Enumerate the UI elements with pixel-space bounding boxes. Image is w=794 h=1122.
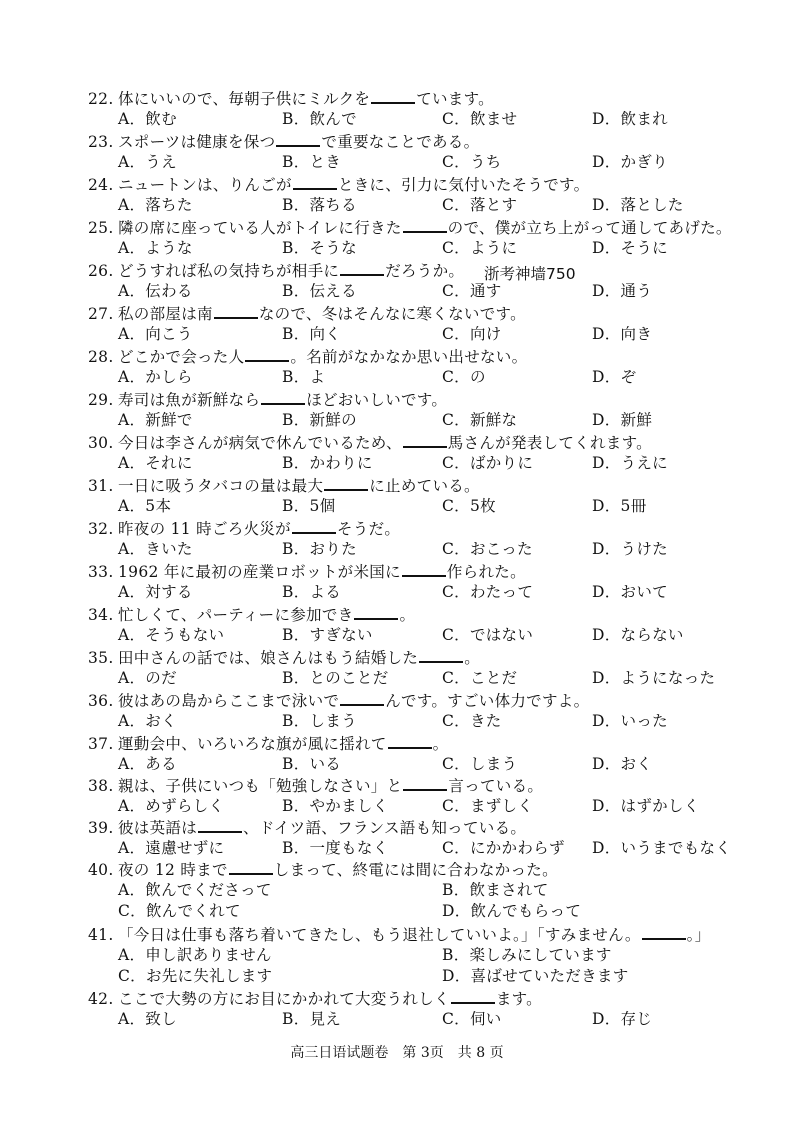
stem-text: 言っている。 [448, 777, 544, 795]
option-a: A．向こう [118, 325, 193, 343]
stem-text: 。 [399, 606, 416, 624]
option-b: B．かわりに [282, 454, 373, 472]
answer-blank [276, 131, 320, 147]
answer-blank [403, 775, 447, 791]
stem-text: 作られた。 [446, 563, 526, 581]
question-stem [88, 518, 400, 540]
option-b: B．新鮮の [282, 411, 357, 429]
stem-text: なので、冬はそんなに寒くないです。 [258, 305, 526, 323]
stem-text: 忙しくて、パーティーに参加でき [118, 606, 354, 624]
option-d: D．ならない [592, 626, 684, 644]
option-a: A．飲んでくださって [118, 881, 272, 899]
question-number: 36. [88, 692, 114, 710]
option-c: C．きた [442, 712, 502, 730]
option-a: A．致し [118, 1010, 177, 1028]
option-a: A．おく [118, 712, 177, 730]
question-number: 24. [88, 176, 114, 194]
option-c: C．ばかりに [442, 454, 534, 472]
option-c: C．の [442, 368, 486, 386]
question-32 [0, 518, 794, 560]
answer-blank [261, 389, 305, 405]
question-stem [88, 988, 542, 1010]
option-b: B．落ちる [282, 196, 357, 214]
stem-text: 昨夜の 11 時ごろ火災が [118, 520, 291, 538]
option-d: D．飲まれ [592, 110, 668, 128]
stem-text: 私の部屋は南 [118, 305, 213, 323]
option-a: A．かしら [118, 368, 193, 386]
option-d: D．落とした [592, 196, 684, 214]
option-a: A．5本 [118, 497, 172, 515]
option-c: C．うち [442, 153, 502, 171]
option-a: A．申し訳ありません [118, 946, 272, 964]
answer-blank [403, 217, 447, 233]
option-a: A．きいた [118, 540, 193, 558]
option-c: C．新鮮な [442, 411, 518, 429]
question-41 [0, 924, 794, 987]
stem-text: ときに、引力に気付いたそうです。 [337, 176, 590, 194]
answer-blank [642, 924, 686, 940]
answer-blank [388, 733, 432, 749]
option-b: B．すぎない [282, 626, 373, 644]
stem-text: 親は、子供にいつも「勉強しなさい」と [118, 777, 403, 795]
answer-blank [292, 518, 336, 534]
question-31 [0, 475, 794, 517]
option-c: C．おこった [442, 540, 533, 558]
answer-blank [214, 303, 258, 319]
option-a: A．うえ [118, 153, 177, 171]
stem-text: ニュートンは、りんごが [118, 176, 292, 194]
option-b: B．5個 [282, 497, 336, 515]
option-b: B．そうな [282, 239, 357, 257]
question-25 [0, 217, 794, 259]
question-stem [88, 775, 543, 797]
question-number: 33. [88, 563, 114, 581]
option-b: B．見え [282, 1010, 342, 1028]
answer-blank [340, 690, 384, 706]
stem-text: 隣の席に座っている人がトイレに行きた [118, 219, 402, 237]
question-stem [88, 303, 526, 325]
option-a: A．ような [118, 239, 193, 257]
question-24 [0, 174, 794, 216]
option-c: C．ことだ [442, 669, 518, 687]
answer-blank [402, 561, 446, 577]
question-stem [88, 690, 589, 712]
question-stem [88, 217, 732, 239]
stem-text: 夜の 12 時まで [118, 861, 228, 879]
stem-text: どこかで会った人 [118, 348, 245, 366]
stem-text: 体にいいので、毎朝子供にミルクを [118, 90, 371, 108]
question-stem [88, 817, 526, 839]
stem-text: 彼はあの島からここまで泳いで [118, 692, 340, 710]
question-number: 29. [88, 391, 114, 409]
option-a: A．伝わる [118, 282, 193, 300]
option-d: D．存じ [592, 1010, 653, 1028]
option-b: B．しまう [282, 712, 357, 730]
stem-text: 一日に吸うタバコの量は最大 [118, 477, 324, 495]
watermark-text: 浙考神墙750 [484, 265, 576, 283]
question-stem [88, 733, 448, 755]
option-b: B．飲まされて [442, 881, 549, 899]
question-28 [0, 346, 794, 388]
option-b: B．とのことだ [282, 669, 389, 687]
option-b: B．伝える [282, 282, 357, 300]
question-number: 30. [88, 434, 114, 452]
option-c: C．落とす [442, 196, 518, 214]
question-stem [88, 604, 415, 626]
stem-text: 1962 年に最初の産業ロボットが米国に [118, 563, 401, 581]
question-number: 25. [88, 219, 114, 237]
option-d: D．通う [592, 282, 653, 300]
option-a: A．めずらしく [118, 797, 225, 815]
question-35 [0, 647, 794, 689]
stem-text: 。 [464, 649, 481, 667]
question-number: 38. [88, 777, 114, 795]
question-number: 35. [88, 649, 114, 667]
option-c: C．しまう [442, 755, 518, 773]
option-c: C．まずしく [442, 797, 534, 815]
question-29 [0, 389, 794, 431]
option-c: C．飲んでくれて [118, 902, 241, 920]
option-b: B．一度もなく [282, 839, 389, 857]
question-23 [0, 131, 794, 173]
page-footer: 高三日语试题卷 第 3页 共 8 页 [290, 1045, 504, 1061]
option-c: C．5枚 [442, 497, 496, 515]
option-a: A．新鮮で [118, 411, 193, 429]
option-b: B．向く [282, 325, 342, 343]
option-d: D．ぞ [592, 368, 637, 386]
option-c: C．向け [442, 325, 502, 343]
option-d: D．新鮮 [592, 411, 653, 429]
question-number: 40. [88, 861, 114, 879]
option-a: A．ある [118, 755, 177, 773]
option-d: D．向き [592, 325, 653, 343]
stem-text: どうすれば私の気持ちが相手に [118, 262, 340, 280]
question-27 [0, 303, 794, 345]
question-stem [88, 88, 494, 110]
question-number: 42. [88, 990, 114, 1008]
option-a: A．遠慮せずに [118, 839, 225, 857]
question-37 [0, 733, 794, 775]
option-d: D．いった [592, 712, 668, 730]
option-d: D．うえに [592, 454, 668, 472]
stem-text: 運動会中、いろいろな旗が風に揺れて [118, 735, 387, 753]
question-number: 32. [88, 520, 114, 538]
question-stem [88, 432, 652, 454]
question-number: 41. [88, 926, 114, 944]
option-d: D．うけた [592, 540, 668, 558]
stem-text: 。名前がなかなか思い出せない。 [290, 348, 528, 366]
option-b: B．とき [282, 153, 342, 171]
question-30 [0, 432, 794, 474]
stem-text: で重要なことである。 [321, 133, 480, 151]
stem-text: しまって、終電には間に合わなかった。 [273, 861, 558, 879]
question-stem [88, 859, 558, 881]
answer-blank [371, 88, 415, 104]
answer-blank [403, 432, 447, 448]
question-38 [0, 775, 794, 817]
option-d: D．おいて [592, 583, 668, 601]
stem-text: 「今日は仕事も落ち着いてきたし、もう退社していいよ。」「すみません。 [118, 926, 641, 944]
answer-blank [198, 817, 242, 833]
stem-text: 今日は李さんが病気で休んでいるため、 [118, 434, 402, 452]
option-b: B．よ [282, 368, 326, 386]
option-c: C．お先に失礼します [118, 967, 273, 985]
question-39 [0, 817, 794, 859]
question-number: 23. [88, 133, 114, 151]
stem-text: ています。 [416, 90, 494, 108]
stem-text: 、ドイツ語、フランス語も知っている。 [243, 819, 527, 837]
option-c: C．にかかわらず [442, 839, 565, 857]
question-number: 27. [88, 305, 114, 323]
answer-blank [419, 647, 463, 663]
answer-blank [324, 475, 368, 491]
question-stem [88, 346, 527, 368]
question-40 [0, 859, 794, 922]
question-26 [0, 260, 794, 302]
stem-text: ここで大勢の方にお目にかかれて大変うれしく [118, 990, 450, 1008]
answer-blank [293, 174, 337, 190]
answer-blank [354, 604, 398, 620]
option-b: B．楽しみにしています [442, 946, 612, 964]
option-a: A．それに [118, 454, 193, 472]
question-number: 37. [88, 735, 114, 753]
option-d: D．喜ばせていただきます [442, 967, 629, 985]
option-a: A．落ちた [118, 196, 193, 214]
stem-text: 寿司は魚が新鮮なら [118, 391, 261, 409]
answer-blank [340, 260, 384, 276]
question-34 [0, 604, 794, 646]
option-d: D．おく [592, 755, 653, 773]
stem-text: 。」 [686, 926, 711, 944]
stem-text: ます。 [495, 990, 542, 1008]
question-42 [0, 988, 794, 1030]
stem-text: 。 [432, 735, 449, 753]
answer-blank [245, 346, 289, 362]
stem-text: に止めている。 [369, 477, 480, 495]
stem-text: ので、僕が立ち上がって通してあげた。 [447, 219, 732, 237]
question-number: 39. [88, 819, 114, 837]
option-b: B．飲んで [282, 110, 357, 128]
option-d: D．そうに [592, 239, 668, 257]
option-b: B．よる [282, 583, 342, 601]
option-c: C．わたって [442, 583, 534, 601]
answer-blank [229, 859, 273, 875]
stem-text: スポーツは健康を保つ [118, 133, 276, 151]
question-number: 28. [88, 348, 114, 366]
stem-text: だろうか。 [385, 262, 465, 280]
option-d: D．かぎり [592, 153, 668, 171]
question-stem [88, 389, 447, 411]
stem-text: んです。すごい体力ですよ。 [385, 692, 590, 710]
answer-blank [451, 988, 495, 1004]
option-d: D．はずかしく [592, 797, 700, 815]
option-c: C．ではない [442, 626, 534, 644]
question-stem [88, 924, 711, 946]
question-33 [0, 561, 794, 603]
option-d: D．5冊 [592, 497, 647, 515]
question-number: 31. [88, 477, 114, 495]
option-c: C．伺い [442, 1010, 502, 1028]
option-b: B．おりた [282, 540, 357, 558]
option-b: B．やかましく [282, 797, 389, 815]
option-a: A．のだ [118, 669, 177, 687]
stem-text: 彼は英語は [118, 819, 198, 837]
option-b: B．いる [282, 755, 342, 773]
question-stem [88, 174, 589, 196]
stem-text: 田中さんの話では、娘さんはもう結婚した [118, 649, 419, 667]
question-stem [88, 131, 479, 153]
question-number: 34. [88, 606, 114, 624]
option-c: C．飲ませ [442, 110, 518, 128]
option-a: A．そうもない [118, 626, 225, 644]
option-a: A．飲む [118, 110, 177, 128]
question-number: 26. [88, 262, 114, 280]
stem-text: 馬さんが発表してくれます。 [447, 434, 652, 452]
question-stem [88, 561, 526, 583]
question-number: 22. [88, 90, 114, 108]
question-stem [88, 260, 464, 282]
option-c: C．ように [442, 239, 518, 257]
option-d: D．飲んでもらって [442, 902, 582, 920]
question-stem [88, 475, 480, 497]
option-d: D．いうまでもなく [592, 839, 732, 857]
option-a: A．対する [118, 583, 193, 601]
question-stem [88, 647, 480, 669]
question-36 [0, 690, 794, 732]
option-c: C．通す [442, 282, 502, 300]
option-d: D．ようになった [592, 669, 716, 687]
stem-text: ほどおいしいです。 [306, 391, 448, 409]
stem-text: そうだ。 [336, 520, 401, 538]
question-22 [0, 88, 794, 130]
